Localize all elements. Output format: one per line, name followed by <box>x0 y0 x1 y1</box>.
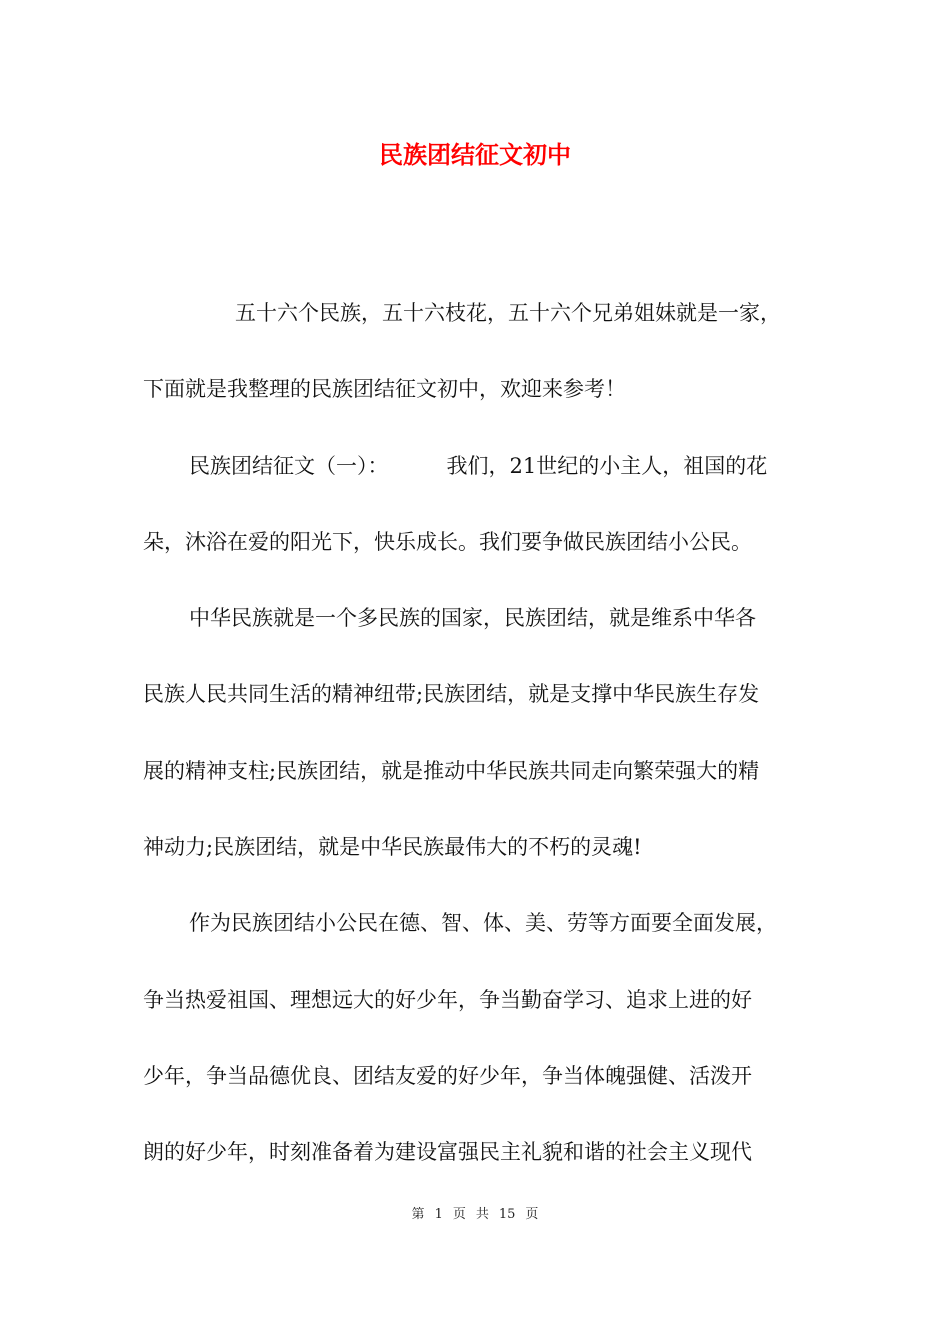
paragraph-line: 民族人民共同生活的精神纽带;民族团结，就是支撑中华民族生存发 <box>143 682 760 707</box>
total-unit: 页 <box>525 1207 539 1222</box>
page-footer <box>0 1203 950 1222</box>
section-label: 民族团结征文（一）： <box>189 453 389 478</box>
page-unit: 页 <box>452 1207 466 1222</box>
paragraph-line: 朵，沐浴在爱的阳光下，快乐成长。我们要争做民族团结小公民。 <box>143 529 752 554</box>
paragraph-line: 作为民族团结小公民在德、智、体、美、劳等方面要全面发展， <box>189 911 777 936</box>
document-body <box>143 275 813 1191</box>
paragraph-text: 我们，21世纪的小主人，祖国的花 <box>446 453 768 478</box>
paragraph-line <box>143 428 813 504</box>
paragraph-line: 少年，争当品德优良、团结友爱的好少年，争当体魄强健、活泼开 <box>143 1063 752 1088</box>
page-number: 1 <box>434 1207 443 1222</box>
total-pages: 15 <box>498 1207 516 1222</box>
page-prefix: 第 <box>411 1207 425 1222</box>
paragraph-line: 争当热爱祖国、理想远大的好少年，争当勤奋学习、追求上进的好 <box>143 987 752 1012</box>
paragraph-line: 朗的好少年，时刻准备着为建设富强民主礼貌和谐的社会主义现代 <box>143 1140 752 1165</box>
paragraph-line: 神动力;民族团结，就是中华民族最伟大的不朽的灵魂! <box>143 835 642 860</box>
document-title: 民族团结征文初中 <box>379 140 571 169</box>
paragraph-line: 下面就是我整理的民族团结征文初中，欢迎来参考！ <box>143 377 626 402</box>
total-prefix: 共 <box>475 1207 489 1222</box>
paragraph-line: 中华民族就是一个多民族的国家，民族团结，就是维系中华各 <box>189 606 756 631</box>
paragraph-line: 五十六个民族，五十六枝花，五十六个兄弟姐妹就是一家， <box>235 301 781 325</box>
paragraph-line: 展的精神支柱;民族团结，就是推动中华民族共同走向繁荣强大的精 <box>143 758 760 783</box>
